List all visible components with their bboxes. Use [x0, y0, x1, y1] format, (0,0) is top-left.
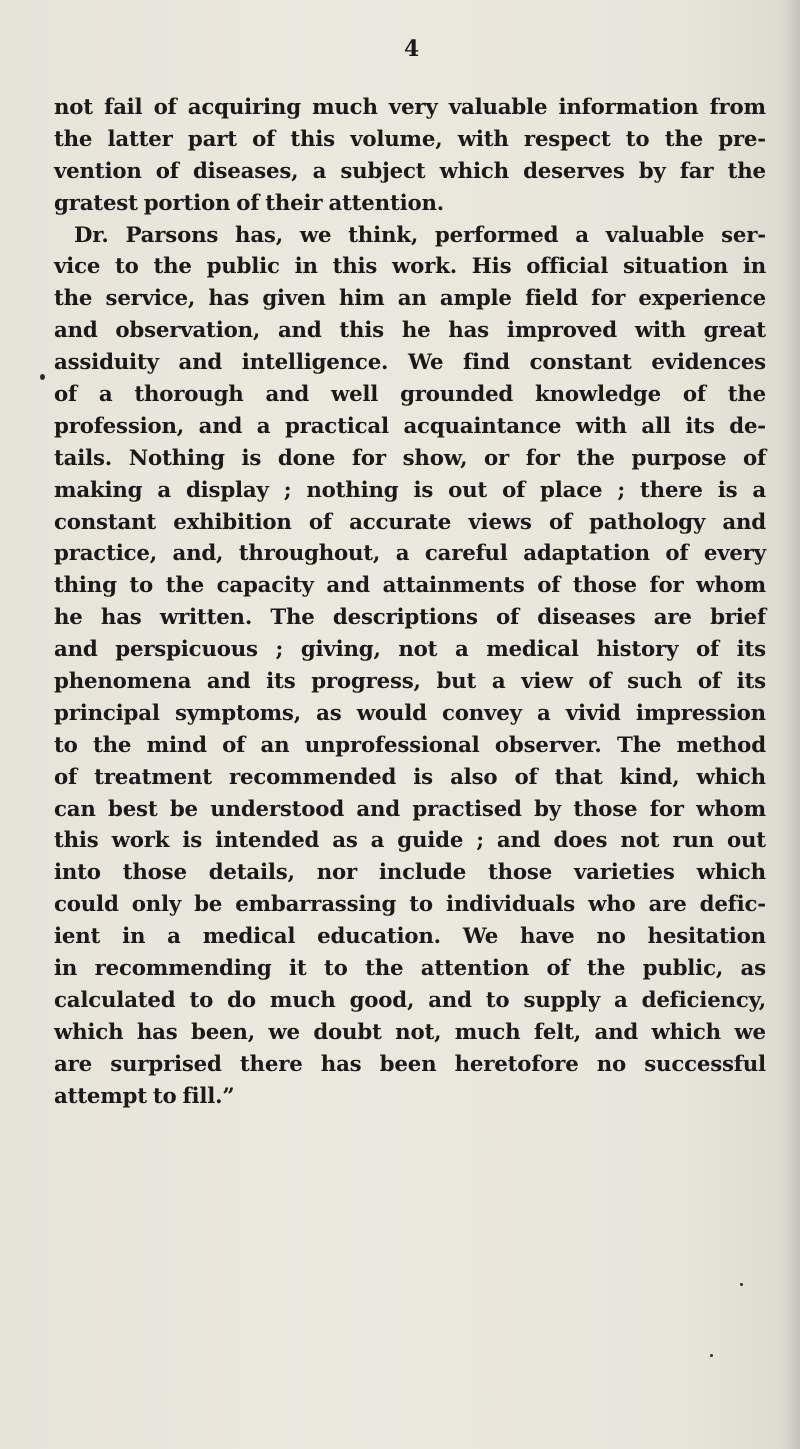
text-line: are surprised there has been heretofore no successful	[54, 1051, 766, 1077]
text-line: of a thorough and well grounded knowledge of the	[54, 382, 766, 408]
ink-speck	[710, 1354, 713, 1357]
text-line: profession, and a practical acquaintance with all its de-	[54, 413, 766, 439]
text-line: tails. Nothing is done for show, or for the purpose of	[54, 445, 766, 471]
text-line: attempt to fill.”	[54, 1083, 235, 1109]
text-line: principal symptoms, as would convey a vivid impression	[54, 700, 766, 726]
text-line: and perspicuous ; giving, not a medical history of its	[54, 637, 766, 663]
text-line: thing to the capacity and attainments of those for whom	[54, 573, 766, 599]
page-number: 4	[404, 36, 420, 62]
page-edge-shadow	[782, 0, 800, 1449]
text-line: to the mind of an unprofessional observer. The method	[54, 732, 766, 758]
text-line: he has written. The descriptions of diseases are brief	[54, 605, 766, 631]
text-line: and observation, and this he has improved with great	[54, 318, 766, 344]
text-line: the service, has given him an ample field for experience	[54, 286, 766, 312]
body-text	[54, 92, 766, 1113]
text-line: into those details, nor include those varieties which	[54, 860, 766, 886]
text-line: constant exhibition of accurate views of pathology and	[54, 509, 766, 535]
text-line: vention of diseases, a subject which deserves by far the	[54, 158, 766, 184]
text-line: in recommending it to the attention of the public, as	[54, 956, 766, 982]
text-line: the latter part of this volume, with respect to the pre-	[54, 126, 766, 152]
text-line: assiduity and intelligence. We find constant evidences	[54, 350, 766, 376]
text-line: of treatment recommended is also of that kind, which	[54, 764, 766, 790]
text-line: practice, and, throughout, a careful adaptation of every	[54, 541, 766, 567]
text-line: phenomena and its progress, but a view of such of its	[54, 669, 766, 695]
text-line: making a display ; nothing is out of place ; there is a	[54, 477, 766, 503]
text-line: Dr. Parsons has, we think, performed a valuable ser-	[74, 222, 766, 248]
text-line: vice to the public in this work. His official situation in	[54, 254, 766, 280]
text-line: not fail of acquiring much very valuable information from	[54, 95, 766, 120]
text-line: can best be understood and practised by those for whom	[54, 796, 766, 822]
text-line: could only be embarrassing to individuals who are defic-	[54, 892, 766, 918]
text-line: ient in a medical education. We have no hesitation	[54, 924, 766, 950]
text-line: this work is intended as a guide ; and does not run out	[54, 828, 766, 854]
text-line: calculated to do much good, and to supply a deficiency,	[54, 987, 766, 1013]
ink-speck	[40, 374, 45, 380]
ink-speck	[740, 1283, 743, 1286]
text-line: gratest portion of their attention.	[54, 190, 444, 216]
text-line: which has been, we doubt not, much felt, and which we	[54, 1019, 766, 1045]
